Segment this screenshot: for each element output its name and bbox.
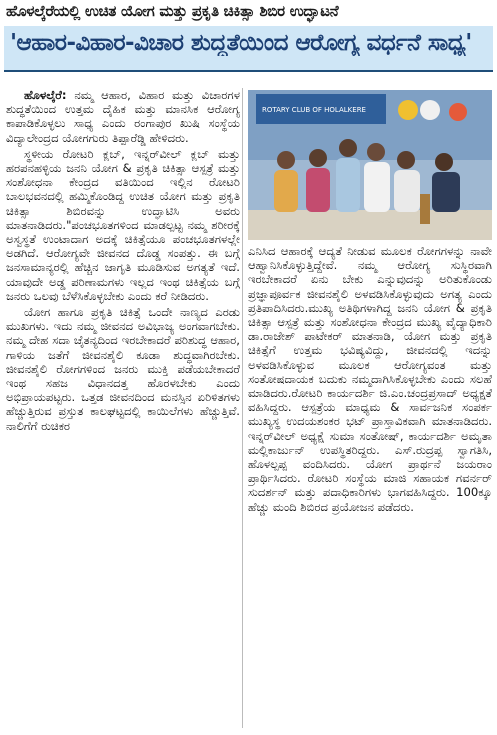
- photo-banner-text: ROTARY CLUB OF HOLALKERE: [262, 106, 366, 114]
- column-divider: [242, 88, 243, 728]
- event-photo: [248, 90, 492, 240]
- strapline: ಹೊಳಲ್ಕೆರೆಯಲ್ಲಿ ಉಚಿತ ಯೋಗ ಮತ್ತು ಪ್ರಕೃತಿ ಚಿಕಿತ್ಸಾ ಶಿಬಿರ ಉದ್ಘಾಟನೆ: [6, 2, 339, 20]
- headline: 'ಆಹಾರ-ವಿಹಾರ-ವಿಚಾರ ಶುದ್ಧತೆಯಿಂದ ಆರೋಗ್ಯ ವರ್ಧನೆ ಸಾಧ್ಯ': [10, 30, 472, 56]
- article-paragraph: ಎನಿಸಿದ ಆಹಾರಕ್ಕೆ ಆದ್ಯತೆ ನೀಡುವ ಮೂಲಕ ರೋಗಗಳನ್ನು ನಾವೇ ಆಹ್ವಾನಿಸಿಕೊಳ್ಳುತ್ತಿದ್ದೇವೆ. ನಮ್ಮ ಆರೋಗ್ಯ ಸುಸ್ಥಿರವಾಗಿ ಇರಬೇಕಾದರೆ ಏನು ಬೇಕು ಎನ್ನುವುದನ್ನು ಅರಿತುಕೊಂಡು ಪ್ರಜ್ಞಾಪೂರ್ವಕ ಜೀವನಶೈಲಿ ಅಳವಡಿಸಿಕೊಳ್ಳುವುದು ಅಗತ್ಯ ಎಂದು ಪ್ರತಿಪಾದಿಸಿದರು.ಮುಖ್ಯ ಅತಿಥಿಗಳಾಗಿದ್ದ ಜನನಿ ಯೋಗ & ಪ್ರಕೃತಿ ಚಿಕಿತ್ಸಾ ಆಸ್ಪತ್ರೆ ಮತ್ತು ಸಂಶೋಧನಾ ಕೇಂದ್ರದ ಮುಖ್ಯ ವೈದ್ಯಾಧಿಕಾರಿ ಡಾ.ರಾಜೇಶ್ ಪಾಟೇಕರ್ ಮಾತನಾಡಿ, ಯೋಗ ಮತ್ತು ಪ್ರಕೃತಿ ಚಿಕಿತ್ಸೆಗೆ ಉತ್ತಮ ಭವಿಷ್ಯವಿದ್ದು, ಜೀವನದಲ್ಲಿ ಇದನ್ನು ಅಳವಡಿಸಿಕೊಳ್ಳುವ ಮೂಲಕ ಆರೋಗ್ಯವಂತ ಮತ್ತು ಸಂತೋಷದಾಯಕ ಬದುಕು ನಮ್ಮದಾಗಿಸಿಕೊಳ್ಳಬೇಕು ಎಂದು ಸಲಹೆ ಮಾಡಿದರು.ರೋಟರಿ ಕಾರ್ಯದರ್ಶಿ ಜಿ.ಎಂ.ಚಂದ್ರಪ್ರಸಾದ್ ಅಧ್ಯಕ್ಷತೆ ವಹಿಸಿದ್ದರು. ಆಸ್ಪತ್ರೆಯ ಮಾಧ್ಯಮ & ಸಾರ್ವಜನಿಕ ಸಂಪರ್ಕ ಮುಖ್ಯಸ್ಥ ಉದಯಶಂಕರ ಭಟ್ ಪ್ರಾಸ್ತಾವಿಕವಾಗಿ ಮಾತನಾಡಿದರು. ಇನ್ನರ್‌ವೀಲ್ ಅಧ್ಯಕ್ಷೆ ಸುಮಾ ಸಂತೋಷ್, ಕಾರ್ಯದರ್ಶಿ ಅಮೃತಾ ಮಲ್ಲಿಕಾರ್ಜುನ್ ಉಪಸ್ಥಿತರಿದ್ದರು. ಎಸ್.ರುದ್ರಪ್ಪ ಸ್ವಾಗತಿಸಿ, ಹೊಳಲ್ಪಪ್ಪ ವಂದಿಸಿದರು. ಯೋಗ ಪ್ರಾರ್ಥನೆ ಜಯರಾಂ ಪ್ರಾರ್ಥಿಸಿದರು. ರೋಟರಿ ಸಂಸ್ಥೆಯ ಮಾಜಿ ಸಹಾಯಕ ಗವರ್ನರ್ ಸುದರ್ಶನ್ ಮತ್ತು ಪದಾಧಿಕಾರಿಗಳು ಭಾಗವಹಿಸಿದ್ದರು. 100ಕ್ಕೂ ಹೆಚ್ಚು ಮಂದಿ ಶಿಬಿರದ ಪ್ರಯೋಜನ ಪಡೆದರು.: [248, 244, 492, 514]
- article-paragraph: [6, 88, 240, 145]
- article-left-column: [6, 88, 240, 728]
- article-paragraph-text: ನಮ್ಮ ಆಹಾರ, ವಿಹಾರ ಮತ್ತು ವಿಚಾರಗಳ ಶುದ್ಧತೆಯಿಂದ ಉತ್ತಮ ದೈಹಿಕ ಮತ್ತು ಮಾನಸಿಕ ಆರೋಗ್ಯ ಕಾಪಾಡಿಕೊಳ್ಳಲು ಸಾಧ್ಯ ಎಂದು ರಂಗಾಪುರ ಖುಷಿ ಸಂಸ್ಥೆಯ ವಿದ್ಯಾಲೇಂದ್ರದ ಯೋಗಗುರು ತಿಪ್ಪಾರೆಡ್ಡಿ ಹೇಳಿದರು.: [6, 88, 240, 145]
- article-paragraph: ಯೋಗ ಹಾಗೂ ಪ್ರಕೃತಿ ಚಿಕಿತ್ಸೆ ಒಂದೇ ನಾಣ್ಯದ ಎರಡು ಮುಖಗಳು. ಇದು ನಮ್ಮ ಜೀವನದ ಅವಿಭಾಜ್ಯ ಅಂಗವಾಗಬೇಕು. ನಮ್ಮ ದೇಹ ಸದಾ ಚೈತನ್ಯದಿಂದ ಇರಬೇಕಾದರೆ ಪರಿಶುದ್ಧ ಆಹಾರ, ಗಾಳಿಯ ಜತೆಗೆ ಜೀವನಶೈಲಿ ಕೂಡಾ ಶುದ್ಧವಾಗಿರಬೇಕು. ಜೀವನಶೈಲಿ ರೋಗಗಳಿಂದ ಜನರು ಮುಕ್ತಿ ಪಡೆಯಬೇಕಾದರೆ ಇಂಥ ಸಹಜ ವಿಧಾನದತ್ತ ಹೊರಳಬೇಕು ಎಂದು ಅಭಿಪ್ರಾಯಪಟ್ಟರು. ಒತ್ತಡ ಜೀವನದಿಂದ ಮನಸ್ಸಿನ ಏರಿಳಿತಗಳು ಹೆಚ್ಚುತ್ತಿರುವ ಪ್ರಸ್ತುತ ಕಾಲಘಟ್ಟದಲ್ಲಿ ಕಾಯಿಲೆಗಳು ಹೆಚ್ಚುತ್ತಿವೆ. ನಾಲಿಗೆಗೆ ರುಚಿಕರ: [6, 305, 240, 433]
- dateline: ಹೊಳಲ್ಕೆರೆ:: [24, 88, 67, 102]
- article-paragraph: ಸ್ಥಳೀಯ ರೋಟರಿ ಕ್ಲಬ್, ಇನ್ನರ್‌ವೀಲ್ ಕ್ಲಬ್ ಮತ್ತು ಹರಪನಹಳ್ಳಿಯ ಜನನಿ ಯೋಗ & ಪ್ರಕೃತಿ ಚಿಕಿತ್ಸಾ ಆಸ್ಪತ್ರೆ ಮತ್ತು ಸಂಶೋಧನಾ ಕೇಂದ್ರದ ವತಿಯಿಂದ ಇಲ್ಲಿನ ರೋಟರಿ ಬಾಲಭವನದಲ್ಲಿ ಹಮ್ಮಿಕೊಂಡಿದ್ದ ಉಚಿತ ಯೋಗ ಮತ್ತು ಪ್ರಕೃತಿ ಚಿಕಿತ್ಸಾ ಶಿಬಿರವನ್ನು ಉದ್ಘಾಟಿಸಿ ಅವರು ಮಾತನಾಡಿದರು."ಪಂಚಭೂತಗಳಿಂದ ಮಾಡಲ್ಪಟ್ಟ ನಮ್ಮ ಶರೀರಕ್ಕೆ ಅಸ್ವಸ್ಥತೆ ಉಂಟಾದಾಗ ಅದಕ್ಕೆ ಚಿಕಿತ್ಸೆಯೂ ಪಂಚಭೂತಗಳಲ್ಲೇ ಅಡಗಿದೆ. ಆರೋಗ್ಯವೇ ಜೀವನದ ದೊಡ್ಡ ಸಂಪತ್ತು. ಈ ಬಗ್ಗೆ ಜನಸಾಮಾನ್ಯರಲ್ಲಿ ಹೆಚ್ಚಿನ ಜಾಗೃತಿ ಮೂಡಿಸುವ ಅಗತ್ಯತೆ ಇದೆ. ಯಾವುದೇ ಅಡ್ಡ ಪರಿಣಾಮಗಳು ಇಲ್ಲದ ಇಂಥ ಚಿಕಿತ್ಸೆಯ ಬಗ್ಗೆ ಜನರು ಒಲವು ಬೆಳೆಸಿಕೊಳ್ಳಬೇಕು ಎಂದು ಕರೆ ನೀಡಿದರು.: [6, 146, 240, 303]
- article-right-column: [248, 244, 492, 724]
